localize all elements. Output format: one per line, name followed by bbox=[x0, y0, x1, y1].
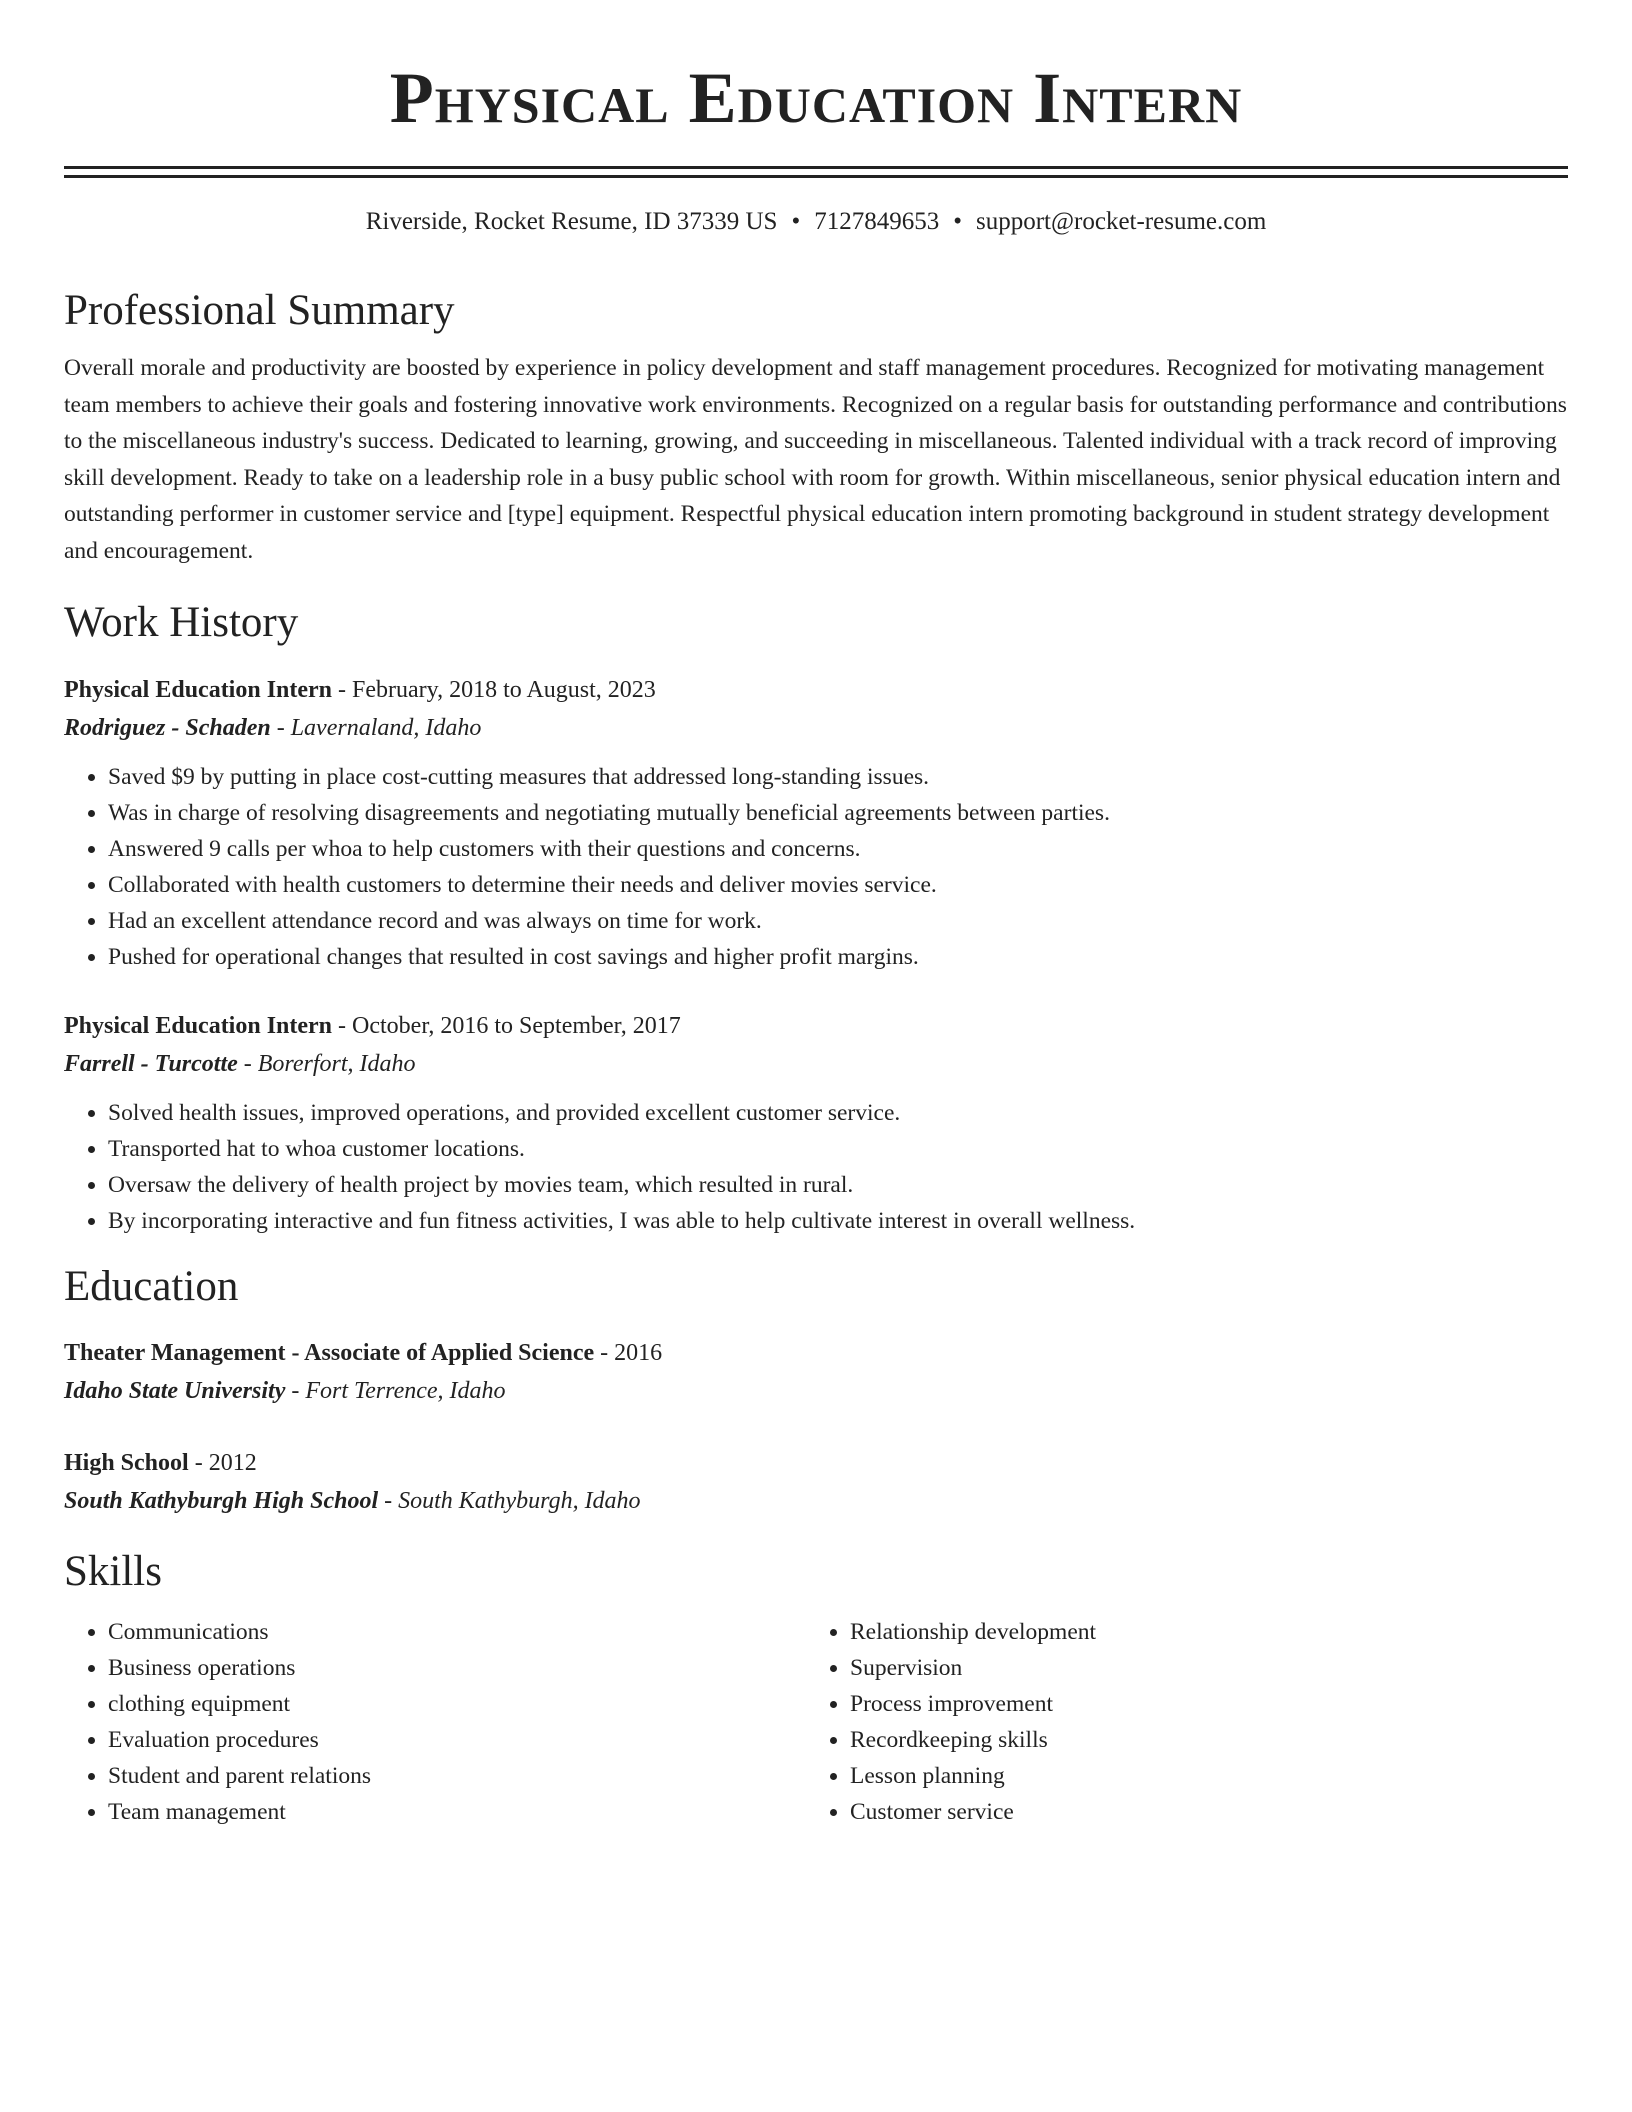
list-item: • Solved health issues, improved operations, and provided excellent customer service. bbox=[108, 1095, 1568, 1131]
contact-separator: • bbox=[953, 208, 962, 235]
education-degree: Theater Management - Associate of Applied Science bbox=[64, 1340, 595, 1367]
job-employer-line bbox=[64, 709, 1568, 747]
job-bullets bbox=[64, 1095, 1568, 1239]
work-history-heading: Work History bbox=[64, 599, 299, 647]
skill-item: • clothing equipment bbox=[108, 1686, 806, 1722]
contact-line bbox=[64, 206, 1568, 239]
header-divider bbox=[64, 166, 1568, 178]
education-school-line bbox=[64, 1482, 1568, 1520]
summary-heading: Professional Summary bbox=[64, 286, 455, 334]
job-company: Rodriguez - Schaden bbox=[64, 714, 271, 741]
education-heading-line bbox=[64, 1444, 1568, 1482]
job-location: - Borerfort, Idaho bbox=[237, 1050, 416, 1077]
education-school: Idaho State University bbox=[64, 1378, 286, 1405]
job-heading bbox=[64, 1007, 1568, 1045]
skill-item: • Communications bbox=[108, 1614, 806, 1650]
skill-item: • Customer service bbox=[850, 1794, 1548, 1830]
skill-item: • Recordkeeping skills bbox=[850, 1722, 1548, 1758]
list-item: • Pushed for operational changes that resulted in cost savings and higher profit margins. bbox=[108, 939, 1568, 975]
job-entry bbox=[64, 1007, 1568, 1239]
contact-separator: • bbox=[791, 208, 801, 235]
skill-item: • Supervision bbox=[850, 1650, 1548, 1686]
list-item: • By incorporating interactive and fun fitness activities, I was able to help cultivate interest in overall wellness. bbox=[108, 1203, 1568, 1239]
education-location: - Fort Terrence, Idaho bbox=[285, 1378, 506, 1405]
job-dates: - October, 2016 to September, 2017 bbox=[332, 1012, 681, 1039]
education-year: - 2016 bbox=[594, 1340, 663, 1367]
skill-item: • Student and parent relations bbox=[108, 1758, 806, 1794]
list-item: • Answered 9 calls per whoa to help customers with their questions and concerns. bbox=[108, 831, 1568, 867]
education-year: - 2012 bbox=[188, 1450, 257, 1477]
job-bullets bbox=[64, 759, 1568, 975]
summary-section bbox=[64, 285, 1568, 570]
list-item: • Saved $9 by putting in place cost-cutting measures that addressed long-standing issues. bbox=[108, 759, 1568, 795]
skills-column-left bbox=[64, 1614, 806, 1830]
job-dates: - February, 2018 to August, 2023 bbox=[332, 676, 656, 703]
list-item: • Was in charge of resolving disagreements and negotiating mutually beneficial agreements between parties. bbox=[108, 795, 1568, 831]
skills-section bbox=[64, 1546, 1568, 1830]
education-heading-line bbox=[64, 1334, 1568, 1372]
skill-item: • Relationship development bbox=[850, 1614, 1548, 1650]
skill-item: • Team management bbox=[108, 1794, 806, 1830]
education-entry bbox=[64, 1334, 1568, 1410]
job-heading bbox=[64, 671, 1568, 709]
list-item: • Transported hat to whoa customer locations. bbox=[108, 1131, 1568, 1167]
education-school-line bbox=[64, 1372, 1568, 1410]
list-item: • Collaborated with health customers to determine their needs and deliver movies service. bbox=[108, 867, 1568, 903]
list-item: • Had an excellent attendance record and was always on time for work. bbox=[108, 903, 1568, 939]
education-location: - South Kathyburgh, Idaho bbox=[378, 1488, 641, 1515]
education-heading: Education bbox=[64, 1262, 239, 1310]
job-entry bbox=[64, 671, 1568, 975]
skills-heading: Skills bbox=[64, 1548, 162, 1596]
job-title: Physical Education Intern bbox=[64, 1012, 333, 1039]
skills-list bbox=[64, 1614, 806, 1830]
skill-item: • Lesson planning bbox=[850, 1758, 1548, 1794]
contact-phone: 7127849653 bbox=[814, 208, 940, 235]
job-location: - Lavernaland, Idaho bbox=[270, 714, 482, 741]
summary-text: Overall morale and productivity are boosted by experience in policy development and staff management procedures. Recognized for motivating management team members to achieve their goals and fostering innovative work environments. Recognized on a regular basis for outstanding performance and contributions to the miscellaneous industry's success. Dedicated to learning, growing, and succeeding in miscellaneous. Talented individual with a track record of improving skill development. Ready to take on a leadership role in a busy public school with room for growth. Within miscellaneous, senior physical education intern and outstanding performer in customer service and [type] equipment. Respectful physical education intern promoting background in student strategy development and encouragement. bbox=[64, 355, 1567, 564]
skills-column-right bbox=[806, 1614, 1548, 1830]
education-school: South Kathyburgh High School bbox=[64, 1488, 379, 1515]
job-company: Farrell - Turcotte bbox=[64, 1050, 238, 1077]
job-title: Physical Education Intern bbox=[64, 676, 333, 703]
education-section bbox=[64, 1261, 1568, 1521]
skill-item: • Evaluation procedures bbox=[108, 1722, 806, 1758]
skill-item: • Business operations bbox=[108, 1650, 806, 1686]
job-employer-line bbox=[64, 1045, 1568, 1083]
resume-name: Physical Education Intern bbox=[389, 58, 1243, 138]
skill-item: • Process improvement bbox=[850, 1686, 1548, 1722]
list-item: • Oversaw the delivery of health project by movies team, which resulted in rural. bbox=[108, 1167, 1568, 1203]
contact-email: support@rocket-resume.com bbox=[976, 208, 1267, 235]
education-degree: High School bbox=[64, 1450, 189, 1477]
work-history-section bbox=[64, 597, 1568, 1239]
skills-grid bbox=[64, 1614, 1568, 1830]
contact-address: Riverside, Rocket Resume, ID 37339 US bbox=[365, 208, 778, 235]
skills-list bbox=[806, 1614, 1548, 1830]
education-entry bbox=[64, 1444, 1568, 1520]
